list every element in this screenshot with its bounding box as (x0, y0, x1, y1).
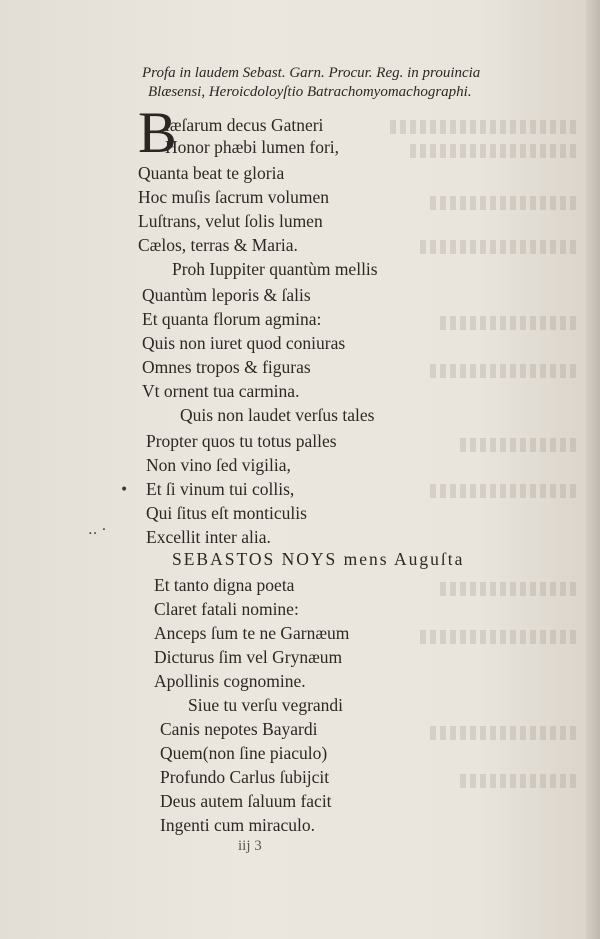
bleed-through-text (410, 144, 580, 158)
verse-line: Non vino ſed vigilia, (146, 455, 291, 475)
verse-line: Dicturus ſim vel Grynæum (154, 647, 343, 667)
verse-line: Quis non laudet verſus tales (180, 405, 375, 425)
bleed-through-text (430, 484, 580, 498)
verse-line: Claret fatali nomine: (154, 599, 299, 619)
heading-line-1: Profa in laudem Sebast. Garn. Procur. Reg. in prouincia (142, 65, 481, 81)
bleed-through-text (430, 364, 580, 378)
bleed-through-text (460, 774, 580, 788)
verse-line: Excellit inter alia. (146, 527, 271, 547)
verse-line: Omnes tropos & figuras (142, 357, 311, 377)
verse-line: Et quanta florum agmina: (142, 309, 322, 329)
verse-line: Honor phæbi lumen fori, (165, 137, 340, 157)
page-signature: iij 3 (238, 838, 262, 854)
poem-heading (142, 64, 582, 102)
verse-line: Quis non iuret quod coniuras (142, 333, 346, 353)
verse-line: Luſtrans, velut ſolis lumen (138, 211, 323, 231)
margin-mark: ‥ · (88, 522, 107, 538)
verse-line: læſarum decus Gatneri (165, 115, 324, 135)
verse-line: Deus autem ſaluum facit (160, 791, 332, 811)
verse-line: Canis nepotes Bayardi (160, 719, 318, 739)
verse-line: Vt ornent tua carmina. (142, 381, 300, 401)
verse-line: Propter quos tu totus palles (146, 431, 337, 451)
verse-line: Ingenti cum miraculo. (160, 815, 316, 835)
verse-line: Qui ſitus eſt monticulis (146, 503, 307, 523)
verse-line: Quem(non ſine piaculo) (160, 743, 328, 763)
verse-line: Hoc muſis ſacrum volumen (138, 187, 330, 207)
verse-line: Quanta beat te gloria (138, 163, 285, 183)
bleed-through-text (460, 438, 580, 452)
verse-line: Anceps ſum te ne Garnæum (154, 623, 350, 643)
bleed-through-text (430, 196, 580, 210)
verse-line: Profundo Carlus ſubijcit (160, 767, 330, 787)
verse-line: Siue tu verſu vegrandi (188, 695, 344, 715)
verse-line: Proh Iuppiter quantùm mellis (172, 259, 378, 279)
verse-line: Et ſi vinum tui collis, (146, 479, 295, 499)
page-edge (586, 0, 600, 939)
bleed-through-text (440, 316, 580, 330)
heading-line-2: Blæsensi, Heroicdoloyſtio Batrachomyomachographi. (148, 84, 472, 100)
verse-line: Et tanto digna poeta (154, 575, 295, 595)
margin-mark: • (120, 482, 129, 498)
verse-line: Cælos, terras & Maria. (138, 235, 298, 255)
bleed-through-text (420, 630, 580, 644)
bleed-through-text (390, 120, 580, 134)
bleed-through-text (420, 240, 580, 254)
bleed-through-text (430, 726, 580, 740)
verse-line: SEBASTOS NOYS mens Auguſta (172, 549, 465, 569)
verse-line: Apollinis cognomine. (154, 671, 306, 691)
bleed-through-text (440, 582, 580, 596)
verse-line: Quantùm leporis & ſalis (142, 285, 311, 305)
drop-capital: B (138, 100, 177, 165)
